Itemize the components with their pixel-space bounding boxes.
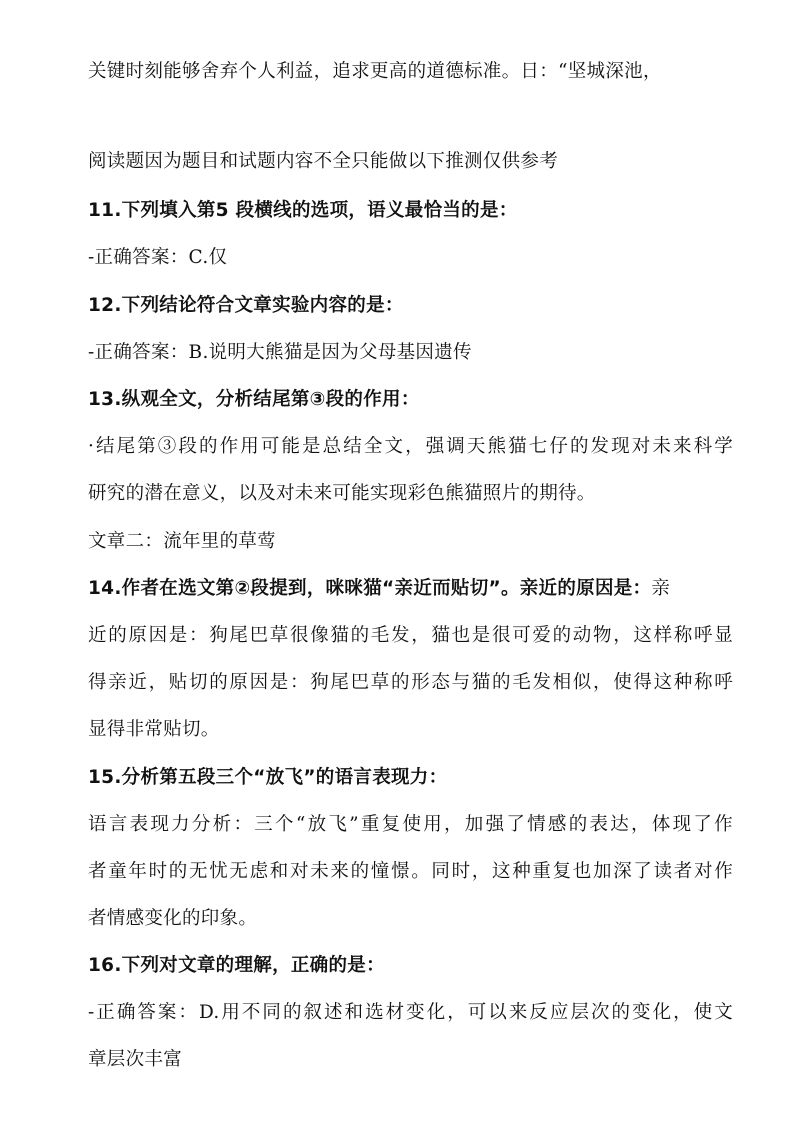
answer-15-line-2: 者童年时的无忧无虑和对未来的憧憬。同时，这种重复也加深了读者对作	[88, 861, 733, 882]
answer-15-line-1: 语言表现力分析：三个“放飞”重复使用，加强了情感的表达，体现了作	[88, 814, 733, 835]
question-13: 13.纵观全文，分析结尾第③段的作用：	[88, 389, 420, 410]
answer-14-line-2: 得亲近，贴切的原因是：狗尾巴草的形态与猫的毛发相似，使得这种称呼	[88, 672, 733, 693]
answer-16-line-1: -正确答案：D.用不同的叙述和选材变化，可以来反应层次的变化，使文	[88, 1002, 733, 1023]
note-line: 阅读题因为题目和试题内容不全只能做以下推测仅供参考	[88, 151, 559, 172]
question-14-text: 14.作者在选文第②段提到，咪咪猫“亲近而贴切”。亲近的原因是：	[88, 578, 652, 599]
answer-13-line-2: 研究的潜在意义，以及对未来可能实现彩色熊猫照片的期待。	[88, 483, 596, 504]
answer-13-line-1: ·结尾第③段的作用可能是总结全文，强调天熊猫七仔的发现对未来科学	[88, 436, 733, 457]
question-14	[88, 577, 733, 601]
answer-14-line-3: 显得非常贴切。	[88, 719, 220, 740]
question-15: 15.分析第五段三个“放飞”的语言表现力：	[88, 767, 448, 788]
answer-16-line-2: 章层次丰富	[88, 1049, 183, 1070]
text-line: 关键时刻能够舍弃个人利益，追求更高的道德标准。日：“坚城深池，	[88, 61, 662, 82]
answer-11: -正确答案：C.仅	[88, 247, 228, 268]
question-16: 16.下列对文章的理解，正确的是：	[88, 955, 385, 976]
answer-14-line-1: 近的原因是：狗尾巴草很像猫的毛发，猫也是很可爱的动物，这样称呼显	[88, 625, 733, 646]
article-title: 文章二：流年里的草莺	[88, 531, 277, 552]
answer-14-start: 亲	[651, 578, 671, 599]
answer-15-line-3: 者情感变化的印象。	[88, 908, 258, 929]
question-12: 12.下列结论符合文章实验内容的是：	[88, 295, 404, 316]
question-11: 11.下列填入第5 段横线的选项，语义最恰当的是：	[88, 200, 518, 221]
answer-12: -正确答案：B.说明大熊猫是因为父母基因遗传	[88, 342, 472, 363]
